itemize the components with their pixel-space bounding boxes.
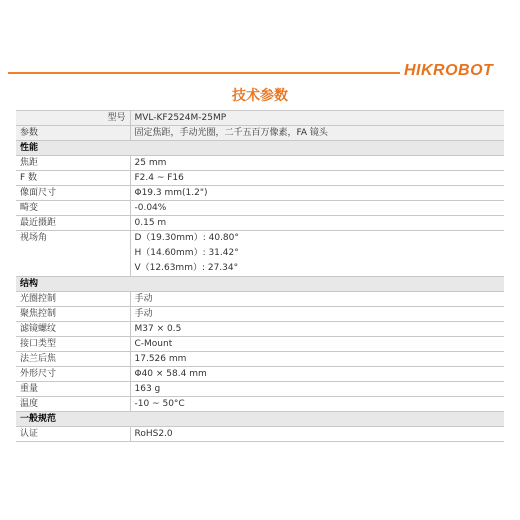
spec-row — [16, 307, 504, 322]
spec-row — [16, 352, 504, 367]
spec-value-cell — [130, 352, 504, 367]
spec-value: Φ40 × 58.4 mm — [134, 369, 207, 379]
spec-value: -10 ~ 50°C — [134, 399, 185, 409]
spec-key: 外形尺寸 — [16, 367, 130, 382]
spec-value: -0.04% — [134, 203, 167, 213]
spec-key: 法兰后焦 — [16, 352, 130, 367]
spec-row — [16, 382, 504, 397]
spec-row — [16, 427, 504, 442]
hikrobot-logo: HIKROBOT — [404, 62, 494, 79]
spec-value-cell — [130, 201, 504, 216]
params-row — [16, 126, 504, 141]
spec-value: C-Mount — [134, 339, 173, 349]
spec-value: 163 g — [134, 384, 161, 394]
spec-key: 光圈控制 — [16, 292, 130, 307]
spec-value-cell — [130, 367, 504, 382]
spec-value-cell — [130, 307, 504, 322]
spec-key: F 数 — [16, 171, 130, 186]
spec-value: 0.15 m — [134, 218, 167, 228]
spec-row — [16, 216, 504, 231]
spec-value-cell — [130, 382, 504, 397]
spec-value-cell — [130, 427, 504, 442]
spec-row — [16, 186, 504, 201]
spec-value: 手动 — [134, 309, 153, 319]
spec-key: 滤镜螺纹 — [16, 322, 130, 337]
spec-value-cell — [130, 216, 504, 231]
spec-row — [16, 231, 504, 277]
spec-value: D（19.30mm）: 40.80° — [134, 233, 239, 243]
section-header-row — [16, 277, 504, 292]
spec-value: Φ19.3 mm(1.2") — [134, 188, 208, 198]
spec-key: 聚焦控制 — [16, 307, 130, 322]
spec-value: 手动 — [134, 294, 153, 304]
spec-value-cell — [130, 322, 504, 337]
spec-key: 温度 — [16, 397, 130, 412]
model-row — [16, 111, 504, 126]
spec-value-cell — [130, 397, 504, 412]
spec-row — [16, 397, 504, 412]
page-title: 技术参数 — [232, 88, 288, 104]
section-title: 一般规范 — [16, 412, 504, 427]
spec-value: V（12.63mm）: 27.34° — [134, 263, 239, 273]
spec-key: 最近摄距 — [16, 216, 130, 231]
spec-value-cell — [130, 337, 504, 352]
spec-key: 焦距 — [16, 156, 130, 171]
model-label: 型号 — [16, 111, 130, 126]
spec-value: H（14.60mm）: 31.42° — [134, 248, 239, 258]
spec-table — [16, 110, 504, 442]
spec-key: 认证 — [16, 427, 130, 442]
spec-value: 17.526 mm — [134, 354, 187, 364]
section-title: 结构 — [16, 277, 504, 292]
spec-value: F2.4 ~ F16 — [134, 173, 184, 183]
spec-key: 重量 — [16, 382, 130, 397]
spec-value-cell — [130, 171, 504, 186]
section-header-row — [16, 141, 504, 156]
spec-value-cell — [130, 231, 504, 277]
spec-row — [16, 292, 504, 307]
spec-row — [16, 201, 504, 216]
spec-value-cell — [130, 186, 504, 201]
spec-value: RoHS2.0 — [134, 429, 173, 439]
model-value: MVL-KF2524M-25MP — [130, 111, 504, 126]
spec-value: M37 × 0.5 — [134, 324, 182, 334]
spec-row — [16, 156, 504, 171]
spec-key: 接口类型 — [16, 337, 130, 352]
spec-value-cell — [130, 156, 504, 171]
section-title: 性能 — [16, 141, 504, 156]
spec-key: 畸变 — [16, 201, 130, 216]
spec-row — [16, 171, 504, 186]
spec-row — [16, 337, 504, 352]
spec-key: 像面尺寸 — [16, 186, 130, 201]
spec-value-cell — [130, 292, 504, 307]
spec-value: 25 mm — [134, 158, 167, 168]
spec-row — [16, 367, 504, 382]
section-header-row — [16, 412, 504, 427]
params-label: 参数 — [16, 126, 130, 141]
brand-divider-line — [8, 72, 400, 74]
spec-key: 视场角 — [16, 231, 130, 277]
spec-row — [16, 322, 504, 337]
params-description: 固定焦距，手动光圈，二千五百万像素，FA 镜头 — [130, 126, 504, 141]
